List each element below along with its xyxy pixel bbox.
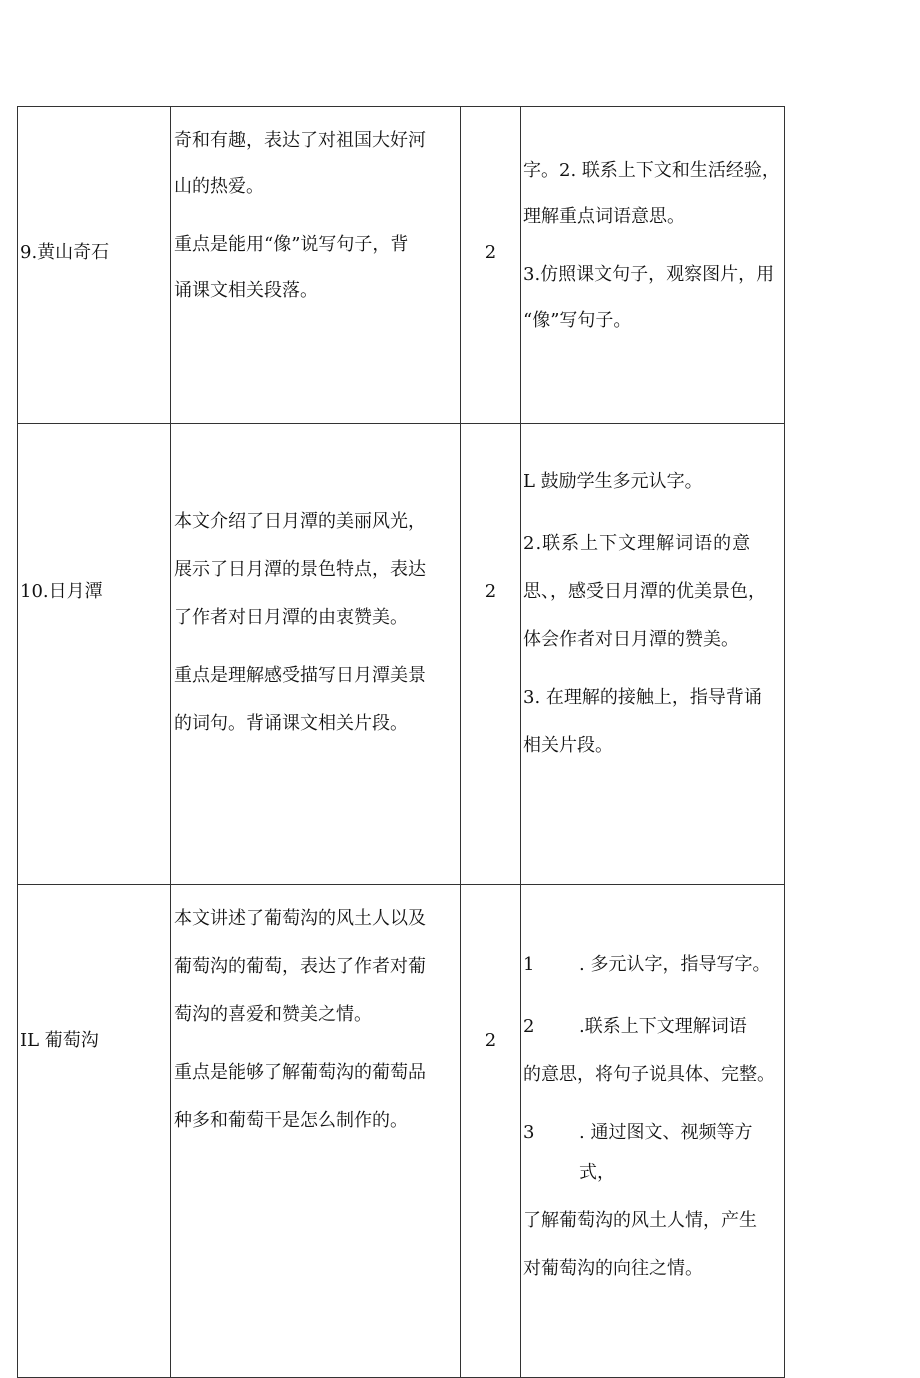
goal-text: .联系上下文理解词语 [579, 1016, 747, 1037]
lesson-goals [521, 885, 785, 1378]
lesson-plan-table [17, 106, 785, 1378]
description-line: 本文介绍了日月潭的美丽风光， [174, 511, 426, 532]
focus-line: 的词句。背诵课文相关片段。 [174, 713, 408, 734]
goal-line: 对葡萄沟的向往之情。 [523, 1258, 703, 1279]
goal-line: 字。2. 联系上下文和生活经验， [523, 160, 780, 181]
goal-line [523, 1113, 782, 1193]
lesson-title [18, 107, 171, 424]
goal-line: 思、，感受日月潭的优美景色， [523, 581, 766, 602]
goal-line: 理解重点词语意思。 [523, 206, 685, 227]
lesson-title-text: IL 葡萄沟 [20, 1030, 99, 1051]
goal-line: “像”写句子。 [523, 310, 632, 331]
goal-line: 了解葡萄沟的风土人情，产生 [523, 1210, 757, 1231]
goal-line: 3.仿照课文句子，观察图片，用 [523, 264, 775, 285]
description-line: 本文讲述了葡萄沟的风土人以及 [174, 908, 426, 929]
description-line: 奇和有趣，表达了对祖国大好河 [174, 130, 426, 151]
lesson-goals [521, 107, 785, 424]
goal-text: . 多元认字，指导写字。 [579, 954, 771, 975]
goal-line: 的意思，将句子说具体、完整。 [523, 1064, 775, 1085]
table-row [18, 424, 785, 885]
goal-line: 相关片段。 [523, 735, 613, 756]
goal-line: 3. 在理解的接触上，指导背诵 [523, 687, 762, 708]
goal-number: 3 [523, 1122, 535, 1143]
description-line: 萄沟的喜爱和赞美之情。 [174, 1004, 372, 1025]
focus-line: 重点是理解感受描写日月潭美景 [174, 665, 426, 686]
goal-number: 1 [523, 954, 535, 975]
focus-line: 重点是能用“像”说写句子，背 [174, 234, 409, 255]
goal-text: . 通过图文、视频等方式， [579, 1122, 753, 1183]
table-row [18, 107, 785, 424]
hours-value: 2 [484, 1030, 497, 1051]
lesson-title [18, 885, 171, 1378]
lesson-description [171, 424, 461, 885]
description-line: 山的热爱。 [174, 176, 264, 197]
focus-line: 种多和葡萄干是怎么制作的。 [174, 1110, 408, 1131]
goal-line: 体会作者对日月潭的赞美。 [523, 629, 739, 650]
lesson-title-text: 10.日月潭 [20, 581, 103, 602]
description-line: 了作者对日月潭的由衷赞美。 [174, 607, 408, 628]
lesson-description [171, 885, 461, 1378]
description-line: 展示了日月潭的景色特点，表达 [174, 559, 426, 580]
hours-value: 2 [484, 242, 497, 263]
goal-number: 2 [523, 1016, 535, 1037]
goal-line: 2.联系上下文理解词语的意 [523, 533, 752, 554]
goal-line [523, 945, 782, 985]
lesson-hours [461, 424, 521, 885]
focus-line: 诵课文相关段落。 [174, 280, 318, 301]
description-line: 葡萄沟的葡萄，表达了作者对葡 [174, 956, 426, 977]
lesson-hours [461, 885, 521, 1378]
goal-line [523, 1007, 782, 1047]
lesson-hours [461, 107, 521, 424]
hours-value: 2 [484, 581, 497, 602]
table-row [18, 885, 785, 1378]
lesson-description [171, 107, 461, 424]
lesson-goals [521, 424, 785, 885]
lesson-title-text: 9.黄山奇石 [20, 242, 110, 263]
goal-line: L 鼓励学生多元认字。 [523, 471, 703, 492]
focus-line: 重点是能够了解葡萄沟的葡萄品 [174, 1062, 426, 1083]
lesson-title [18, 424, 171, 885]
